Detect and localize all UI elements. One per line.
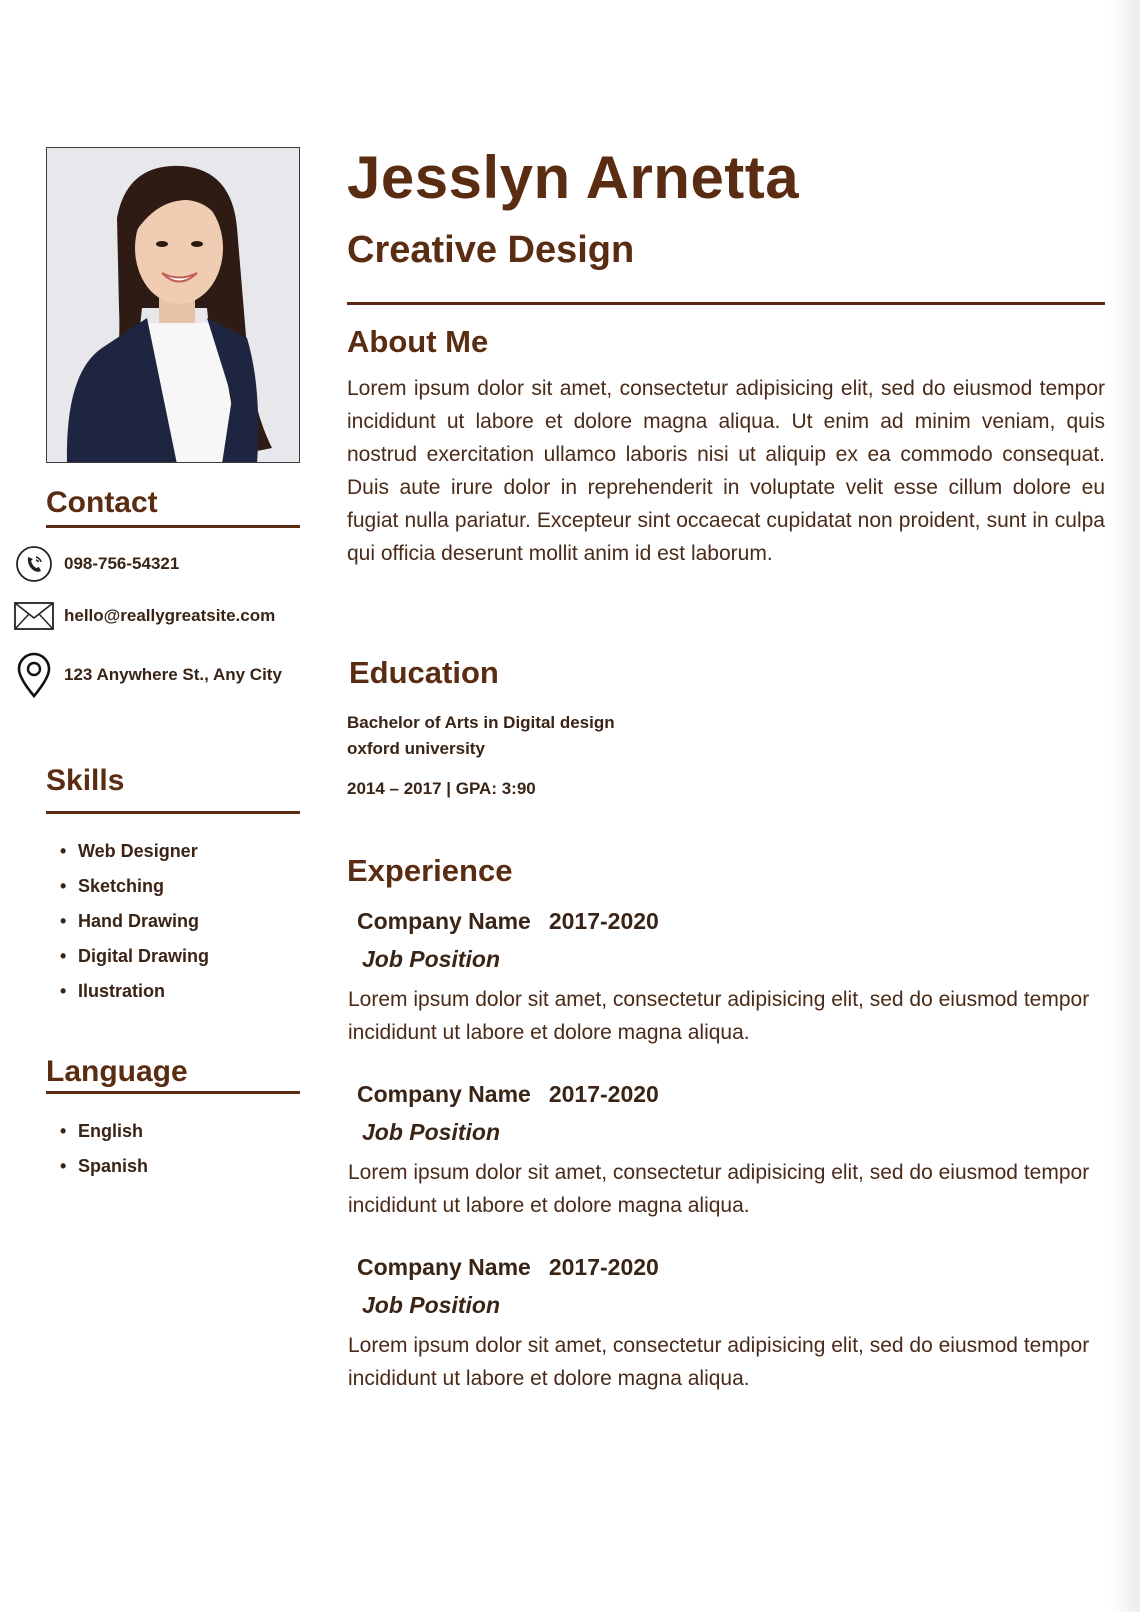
experience-position: Job Position [362, 1292, 500, 1318]
skills-divider [46, 811, 300, 814]
skill-item: • Ilustration [60, 980, 209, 1015]
experience-description: Lorem ipsum dolor sit amet, consectetur adipisicing elit, sed do eiusmod tempor incididunt ut labore et dolore magna aliqua. [348, 988, 1090, 1044]
location-pin-icon [14, 652, 54, 698]
about-text: Lorem ipsum dolor sit amet, consectetur adipisicing elit, sed do eiusmod tempor incididunt ut labore et dolore magna aliqua. Ut enim ad minim veniam, quis nostrud exercitation ullamco laboris nisi ut aliquip ex ea commodo consequat. Duis aute irure dolor in reprehenderit in voluptate velit esse cillum dolore eu fugiat nulla pariatur. Excepteur sint occaecat cupidatat non proident, sunt in culpa qui officia deserunt mollit anim id est laborum. [347, 377, 1105, 565]
contact-email-row [14, 596, 275, 636]
page-edge-shadow [1110, 0, 1140, 1612]
experience-description: Lorem ipsum dolor sit amet, consectetur adipisicing elit, sed do eiusmod tempor incididunt ut labore et dolore magna aliqua. [348, 1334, 1090, 1390]
skills-heading: Skills [46, 764, 125, 797]
skill-item: • Web Designer [60, 840, 209, 875]
contact-divider [46, 525, 300, 528]
contact-heading: Contact [46, 486, 158, 519]
experience-position: Job Position [362, 1119, 500, 1145]
skill-item: • Sketching [60, 875, 209, 910]
header-divider [347, 302, 1105, 305]
contact-phone[interactable]: 098-756-54321 [64, 554, 180, 573]
contact-address: 123 Anywhere St., Any City [64, 665, 282, 684]
experience-item-header [357, 1254, 659, 1281]
mail-icon [14, 596, 54, 636]
language-divider [46, 1091, 300, 1094]
experience-item-header [357, 908, 659, 935]
contact-address-row [14, 652, 282, 698]
experience-item-header [357, 1081, 659, 1108]
skill-item: • Digital Drawing [60, 945, 209, 980]
job-title: Creative Design [347, 229, 635, 271]
language-item: • Spanish [60, 1155, 148, 1190]
person-name: Jesslyn Arnetta [347, 144, 800, 211]
experience-company: Company Name [357, 908, 531, 934]
experience-heading: Experience [347, 853, 513, 888]
experience-company: Company Name [357, 1254, 531, 1280]
experience-company: Company Name [357, 1081, 531, 1107]
experience-position: Job Position [362, 946, 500, 972]
experience-years: 2017-2020 [548, 1081, 659, 1107]
about-heading: About Me [347, 324, 489, 359]
experience-years: 2017-2020 [548, 1254, 659, 1280]
phone-icon [14, 544, 54, 584]
education-school: oxford university [347, 739, 485, 758]
skills-list [60, 840, 209, 1015]
contact-email[interactable]: hello@reallygreatsite.com [64, 606, 276, 625]
education-details: 2014 – 2017 | GPA: 3:90 [347, 779, 536, 798]
education-heading: Education [349, 655, 499, 690]
education-degree: Bachelor of Arts in Digital design [347, 713, 615, 732]
experience-description: Lorem ipsum dolor sit amet, consectetur adipisicing elit, sed do eiusmod tempor incididunt ut labore et dolore magna aliqua. [348, 1161, 1090, 1217]
language-heading: Language [46, 1055, 188, 1088]
language-list [60, 1120, 148, 1190]
contact-phone-row [14, 544, 179, 584]
experience-years: 2017-2020 [548, 908, 659, 934]
language-item: • English [60, 1120, 148, 1155]
profile-photo [46, 147, 300, 463]
skill-item: • Hand Drawing [60, 910, 209, 945]
